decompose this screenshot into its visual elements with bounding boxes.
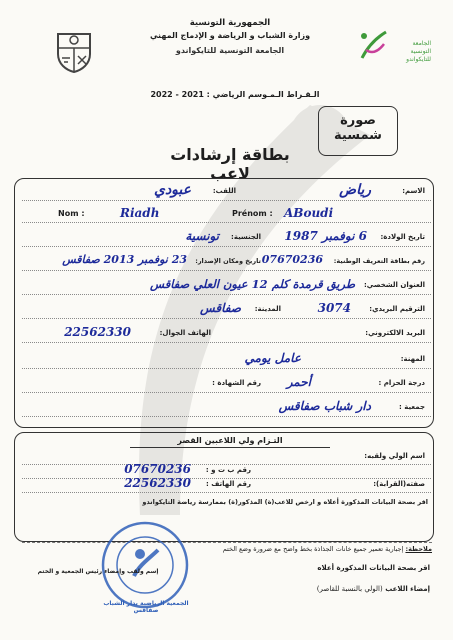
address-label: العنوان الشخصي: [363,281,425,289]
note-label: ملاحظة: [405,545,432,553]
birth-label: تاريخ الولادة: [380,233,425,241]
form-row-id [22,252,431,271]
id-label: رقم بطاقة التعريف الوطنية: [333,257,425,265]
form-row-address [22,276,431,295]
page-title: بطاقة إرشادات لاعب [170,145,290,183]
header-line-ministry: وزارة الشباب و الرياضة و الإدماج المهني [149,31,311,40]
guardian-cin-value: 07670236 [124,462,191,476]
id-issue-value: 23 نوفمبر 2013 صفاقس [62,253,187,266]
footer-confirm: اقر بصحة البيانات المذكورة أعلاه [317,564,430,572]
logo-text-line: التونسية [410,48,431,55]
surname-ar-label: اللقب: [212,187,236,195]
tunisia-emblem-icon [52,28,96,74]
id-issue-label: تاريخ ومكان الإصدار: [195,257,261,265]
stamp-text: الجمعية الرياضية بدار الشباب صفاقس [103,600,189,614]
city-value: صفاقس [200,301,241,315]
guardian-statement: اقر بصحة البيانات المذكورة أعلاه و ارخص للاعب(ة) المذكور(ة) بممارسة رياضة التايكواندو [142,498,428,506]
guardian-row-cin [22,464,431,479]
photo-box [318,106,398,156]
guardian-phone-label: رقم الهاتف : [205,480,251,488]
photo-box-line2: شمسية [334,128,382,143]
postal-label: الترقيم البريدي: [369,305,425,313]
player-signature-label [240,585,430,593]
belt-label: درجة الحزام : [378,379,425,387]
header-line-federation: الجامعة التونسية للتايكواندو [175,46,285,55]
job-label: المهنة: [400,355,425,363]
nom-label: Nom : [58,209,85,218]
photo-box-line1: صورة [340,113,376,128]
surname-ar-value: عبودي [153,182,191,198]
guardian-title: التـزام ولي اللاعبين القصر [130,436,330,448]
form-row-name [22,182,431,201]
federation-logo-text [385,40,431,64]
id-value: 07670236 [261,253,323,266]
belt-value: أحمر [286,375,311,389]
birth-value: 6 نوفمبر 1987 [284,229,367,243]
cert-label: رقم الشهادة : [212,379,261,387]
form-row-job [22,350,431,369]
season-line: الـقـراط الـمـوسم الرياضي : 2021 - 2022 [150,90,320,99]
form-row-contact [22,324,431,343]
form-row-belt [22,374,431,393]
name-ar-value: رياض [339,182,371,198]
guardian-row-name [22,450,431,465]
logo-text-line: الجامعة [412,40,431,47]
club-stamp-icon [100,520,190,610]
city-label: المدينة: [254,305,281,313]
header-lines [125,18,335,55]
form-row-club [22,398,431,417]
form-row-latin-name [22,204,431,223]
guardian-relation-label: صفته(القرابة): [373,480,425,488]
guardian-phone-value: 22562330 [124,476,191,490]
club-label: جمعية : [398,403,425,411]
phone-label: الهاتف الجوال: [159,329,211,337]
postal-value: 3074 [317,301,351,315]
form-row-postal [22,300,431,319]
logo-text-line: للتايكواندو [406,56,431,63]
job-value: عامل يومي [244,351,301,365]
form-row-birth [22,228,431,247]
player-sign-note: (الولي بالنسبة للقاصر) [316,585,383,593]
nationality-value: تونسية [185,229,219,243]
header-line-republic: الجمهورية التونسية [189,18,271,28]
guardian-name-label: اسم الولي ولقبه: [364,452,425,460]
club-value: دار شباب صفاقس [278,399,371,413]
prenom-label: Prénom : [232,209,273,218]
federation-logo-icon [358,28,388,68]
president-signature-label: إسم ولقب وإمضاء رئيس الجمعية و الختم [37,568,159,575]
note-text: إجبارية تعمير جميع خانات الجذاذة بخط واضح مع ضرورة وضع الختم [222,545,404,553]
nationality-label: الجنسية: [231,233,261,241]
guardian-row-relation [22,478,431,493]
player-sign-text: إمضاء اللاعب [385,585,430,593]
note-line [22,542,432,553]
nom-value: Riadh [120,206,160,220]
prenom-value: ABoudi [284,206,334,220]
address-value: طريق قرمدة كلم 12 عيون العلي صفاقس [150,277,355,291]
guardian-cin-label: رقم ب ت و : [205,466,251,474]
name-ar-label: الاسم: [402,187,425,195]
email-label: البريد الالكتروني: [365,329,425,337]
phone-value: 22562330 [64,325,131,339]
